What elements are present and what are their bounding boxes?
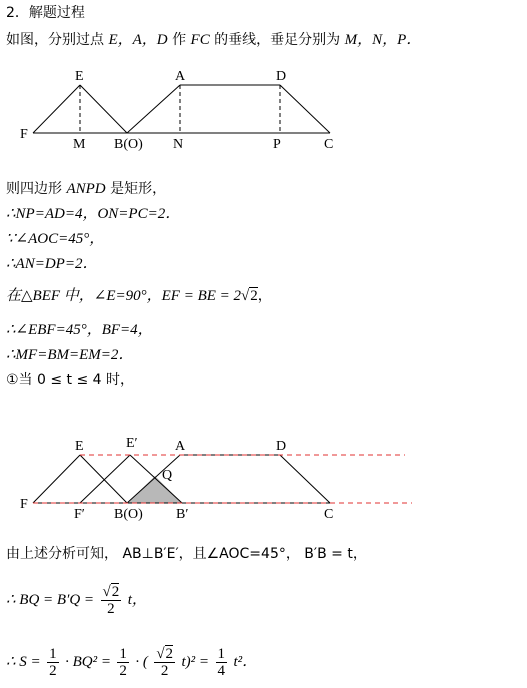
fig2-label-E-prime: E′ xyxy=(126,436,138,451)
l5-post: ， xyxy=(257,288,272,304)
l10-num: 2 xyxy=(111,583,120,600)
l11-frac-4 xyxy=(216,646,228,679)
fig2-label-C: C xyxy=(324,507,334,522)
l11-f1-num: 1 xyxy=(49,645,57,662)
l1-rect: ANPD xyxy=(66,181,106,197)
l10-pre: ∴ BQ = B′Q = xyxy=(6,592,95,608)
fig2-label-F-prime: F′ xyxy=(74,507,85,522)
fig2-label-BO: B(O) xyxy=(114,507,143,522)
intro-feet: M，N，P． xyxy=(344,32,422,48)
l10-post: t， xyxy=(127,592,147,608)
line-mf-bm: ∴MF=BM=EM=2． xyxy=(6,347,134,363)
fig2-label-Q: Q xyxy=(162,468,173,483)
fig1-label-F: F xyxy=(20,127,28,142)
l11-f2-num: 1 xyxy=(119,645,127,662)
fig2-label-D: D xyxy=(276,439,287,454)
l1-post: 是矩形， xyxy=(110,181,167,197)
l11-mid1: · BQ² = xyxy=(65,654,111,670)
line-case-1: ①当 0 ≤ t ≤ 4 时， xyxy=(6,372,135,388)
l10-fraction: $\frac{√2}{2}$ xyxy=(102,583,120,617)
l11-f3-num: 2 xyxy=(165,645,174,662)
fig2-label-F: F xyxy=(20,497,28,512)
l11-frac-3: $\frac{√2}{2}$ xyxy=(156,645,174,679)
fig1-label-BO: B(O) xyxy=(114,137,143,152)
l11-frac-1 xyxy=(47,646,59,679)
intro-points: E，A，D xyxy=(108,32,168,48)
l10-den: 2 xyxy=(107,600,115,617)
l11-frac-2 xyxy=(117,646,129,679)
figure-1 xyxy=(0,60,360,160)
fig2-label-B-prime: B′ xyxy=(176,507,189,522)
intro-line-name: FC xyxy=(190,32,210,48)
l1-pre: 则四边形 xyxy=(6,181,62,197)
intro-suffix: 的垂线，垂足分别为 xyxy=(214,32,341,48)
fig1-label-D: D xyxy=(276,69,287,84)
fig2-label-E: E xyxy=(75,439,84,454)
line-angle-aoc: ∵∠AOC=45°， xyxy=(6,231,105,247)
fig1-label-M: M xyxy=(73,137,86,152)
section-title: 2．解题过程 xyxy=(6,5,85,21)
line-rectangle xyxy=(6,180,166,198)
fig1-label-C: C xyxy=(324,137,334,152)
fig1-label-E: E xyxy=(75,69,84,84)
l11-f1-den: 2 xyxy=(49,662,57,679)
l11-f4-den: 4 xyxy=(217,662,225,679)
l11-f2-den: 2 xyxy=(119,662,127,679)
fig1-label-N: N xyxy=(173,137,184,152)
l11-post: t²． xyxy=(233,654,258,670)
l11-pre: ∴ S = xyxy=(6,654,41,670)
line-bq xyxy=(6,580,147,620)
line-analysis: 由上述分析可知， AB⊥B′E′，且∠AOC=45°， B′B = t， xyxy=(6,546,367,562)
figure-2 xyxy=(0,425,420,525)
l11-f3-den: 2 xyxy=(160,662,169,679)
line-triangle-bef: 在△BEF 中，∠E=90°，EF = BE = 2√2， xyxy=(6,288,272,304)
l11-mid2: · ( xyxy=(135,654,148,670)
intro-line xyxy=(6,31,421,49)
fig1-label-A: A xyxy=(175,69,186,84)
l11-f4-num: 1 xyxy=(217,645,225,662)
l5-pre: 在△BEF 中，∠E=90°，EF = BE = 2 xyxy=(6,288,242,304)
intro-prefix: 如图，分别过点 xyxy=(6,32,104,48)
intro-mid: 作 xyxy=(172,32,187,48)
l5-radicand: 2 xyxy=(250,288,258,304)
line-area xyxy=(6,642,257,682)
shaded-triangle xyxy=(127,476,182,503)
line-angle-ebf: ∴∠EBF=45°，BF=4， xyxy=(6,322,153,338)
line-an-dp: ∴AN=DP=2． xyxy=(6,256,98,272)
fig2-label-A: A xyxy=(175,439,186,454)
fig1-label-P: P xyxy=(273,137,281,152)
l11-mid3: t)² = xyxy=(181,654,210,670)
line-np-ad: ∴NP=AD=4，ON=PC=2． xyxy=(6,206,181,222)
